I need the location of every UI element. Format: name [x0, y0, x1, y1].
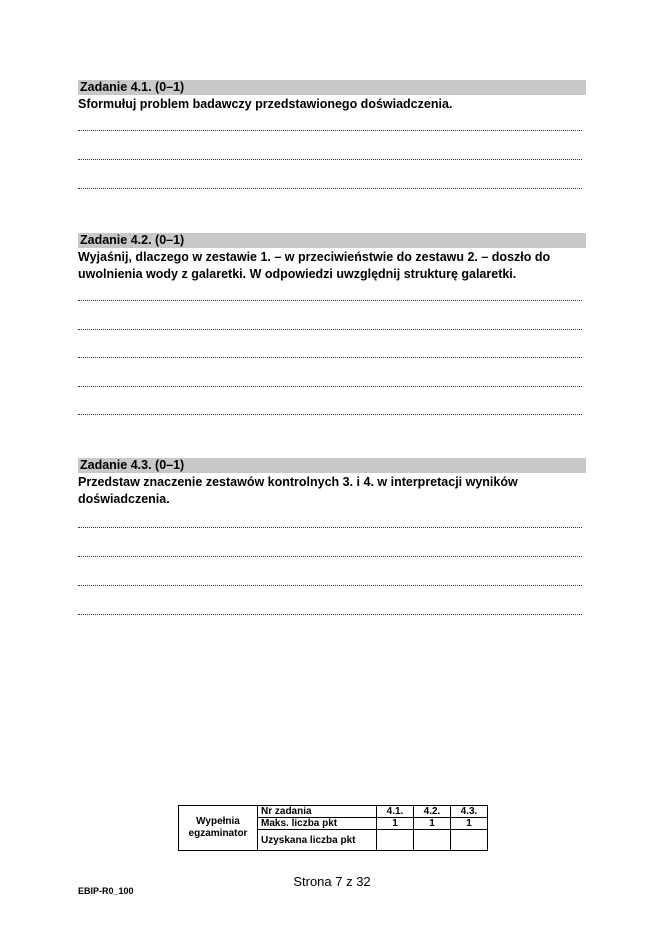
page-number: Strona 7 z 32	[293, 874, 371, 889]
answer-line[interactable]	[78, 328, 582, 330]
exam-code: EBIP-R0_100	[78, 886, 134, 896]
earned-points-label: Uzyskana liczba pkt	[258, 830, 377, 851]
max-points-label: Maks. liczba pkt	[258, 818, 377, 830]
max-points: 1	[414, 818, 451, 830]
task-question: Przedstaw znaczenie zestawów kontrolnych 3. i 4. w interpretacji wyników doświadczenia.	[78, 475, 518, 506]
answer-line[interactable]	[78, 555, 582, 557]
task-number: 4.1.	[377, 806, 414, 818]
earned-points-cell[interactable]	[414, 830, 451, 851]
task-4-3	[78, 458, 586, 508]
answer-line[interactable]	[78, 584, 582, 586]
answer-line[interactable]	[78, 158, 582, 160]
task-4-2	[78, 233, 586, 283]
task-number: 4.2.	[414, 806, 451, 818]
earned-points-cell[interactable]	[377, 830, 414, 851]
task-number: 4.3.	[451, 806, 488, 818]
max-points: 1	[377, 818, 414, 830]
answer-line[interactable]	[78, 356, 582, 358]
task-4-1	[78, 80, 586, 113]
answer-line[interactable]	[78, 299, 582, 301]
task-header: Zadanie 4.1. (0–1)	[78, 80, 586, 95]
answer-line[interactable]	[78, 129, 582, 131]
task-number-label: Nr zadania	[258, 806, 377, 818]
answer-line[interactable]	[78, 613, 582, 615]
task-header: Zadanie 4.2. (0–1)	[78, 233, 586, 248]
max-points: 1	[451, 818, 488, 830]
earned-points-cell[interactable]	[451, 830, 488, 851]
answer-line[interactable]	[78, 526, 582, 528]
answer-line[interactable]	[78, 413, 582, 415]
grader-label: Wypełnia egzaminator	[179, 806, 258, 851]
grader-table	[178, 805, 488, 851]
answer-line[interactable]	[78, 385, 582, 387]
task-question: Sformułuj problem badawczy przedstawionego doświadczenia.	[78, 97, 453, 111]
answer-line[interactable]	[78, 187, 582, 189]
task-header: Zadanie 4.3. (0–1)	[78, 458, 586, 473]
task-question: Wyjaśnij, dlaczego w zestawie 1. – w przeciwieństwie do zestawu 2. – doszło do uwolnienia wody z galaretki. W odpowiedzi uwzględnij strukturę galaretki.	[78, 250, 551, 281]
